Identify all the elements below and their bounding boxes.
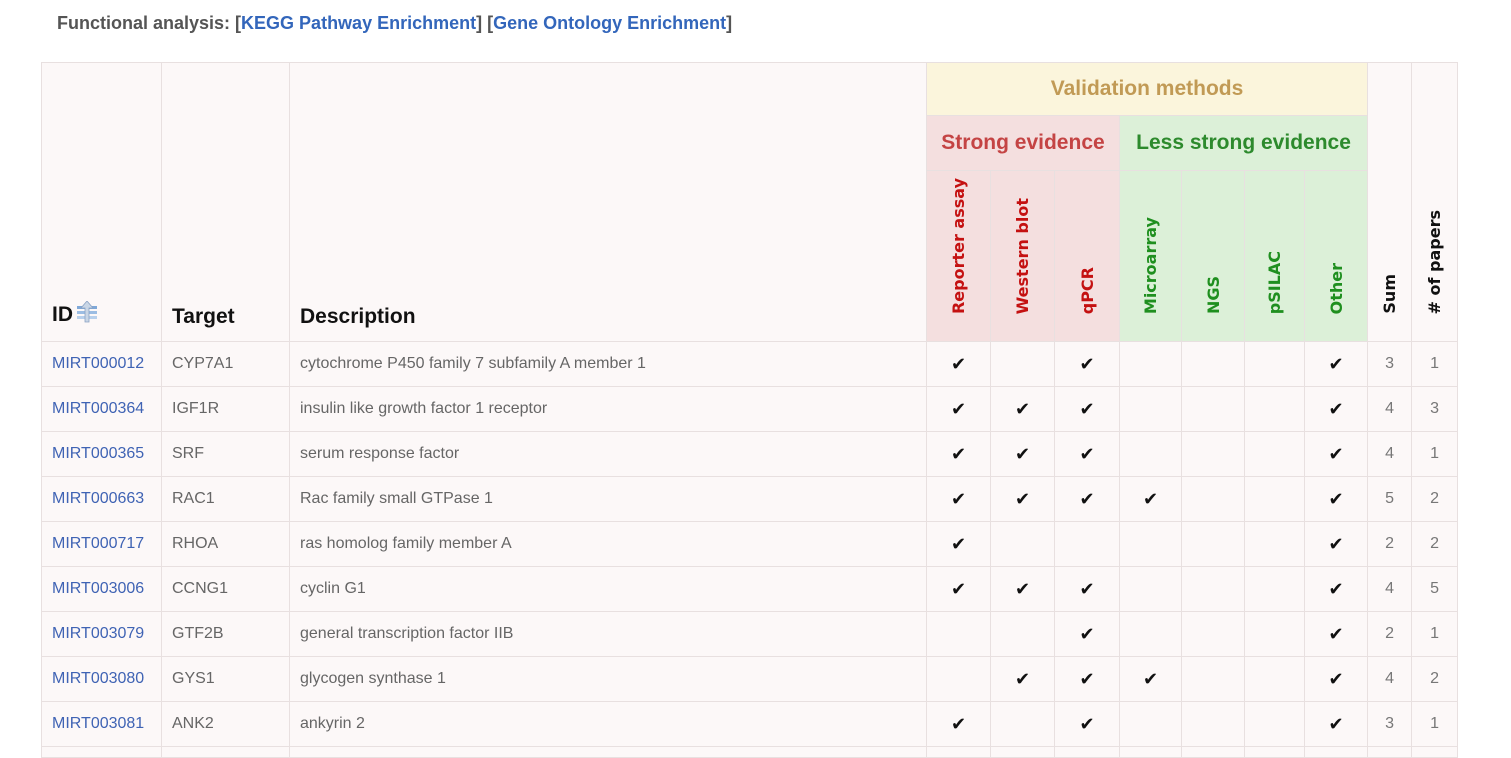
table-row xyxy=(42,567,1458,612)
description-cell: cyclin G1 xyxy=(290,567,927,612)
western-blot-check-icon: ✔ xyxy=(991,432,1055,477)
mirt-id-link[interactable]: MIRT003006 xyxy=(52,580,145,597)
description-cell: cytochrome P450 family 7 subfamily A member 1 xyxy=(290,342,927,387)
papers-cell: 2 xyxy=(1412,657,1458,702)
ngs-check-icon xyxy=(1182,657,1245,702)
microarray-label: Microarray xyxy=(1141,216,1160,314)
papers-cell: 1 xyxy=(1412,702,1458,747)
functional-analysis-bar: Functional analysis: [KEGG Pathway Enrichment] [Gene Ontology Enrichment] xyxy=(57,13,733,33)
description-cell: ankyrin 2 xyxy=(290,702,927,747)
sum-cell: 4 xyxy=(1368,387,1412,432)
description-cell: glycogen synthase 1 xyxy=(290,657,927,702)
target-cell: RAC1 xyxy=(162,477,290,522)
mirt-id-link[interactable]: MIRT003080 xyxy=(52,670,145,687)
microarray-header xyxy=(1120,170,1182,341)
sum-cell: 3 xyxy=(1368,702,1412,747)
other-check-icon: ✔ xyxy=(1305,702,1368,747)
mirt-id-link[interactable]: MIRT000012 xyxy=(52,355,145,372)
western-blot-label: Western blot xyxy=(1013,197,1032,314)
papers-cell: 3 xyxy=(1412,387,1458,432)
qpcr-check-icon: ✔ xyxy=(1055,477,1120,522)
less-strong-evidence-header: Less strong evidence xyxy=(1120,116,1368,170)
other-check-icon: ✔ xyxy=(1305,567,1368,612)
papers-cell: 2 xyxy=(1412,477,1458,522)
mirt-id-link[interactable]: MIRT000365 xyxy=(52,445,145,462)
other-check-icon: ✔ xyxy=(1305,432,1368,477)
western-blot-check-icon: ✔ xyxy=(991,387,1055,432)
psilac-check-icon xyxy=(1245,387,1305,432)
reporter-assay-check-icon: ✔ xyxy=(927,477,991,522)
psilac-label: pSILAC xyxy=(1265,250,1284,314)
western-blot-check-icon: ✔ xyxy=(991,477,1055,522)
ngs-check-icon xyxy=(1182,477,1245,522)
psilac-check-icon xyxy=(1245,432,1305,477)
qpcr-check-icon: ✔ xyxy=(1055,387,1120,432)
ngs-check-icon xyxy=(1182,567,1245,612)
target-cell: GYS1 xyxy=(162,657,290,702)
sum-cell: 3 xyxy=(1368,342,1412,387)
papers-column-header xyxy=(1412,63,1458,342)
sum-header-label: Sum xyxy=(1380,274,1400,314)
reporter-assay-check-icon xyxy=(927,612,991,657)
mirt-id-link[interactable]: MIRT000663 xyxy=(52,490,145,507)
target-column-header: Target xyxy=(162,63,290,342)
id-header-label: ID xyxy=(52,303,73,326)
qpcr-header xyxy=(1055,170,1120,341)
sum-cell: 5 xyxy=(1368,477,1412,522)
table-row-partial xyxy=(42,747,1458,758)
table-row xyxy=(42,702,1458,747)
microarray-check-icon xyxy=(1120,702,1182,747)
microarray-check-icon: ✔ xyxy=(1120,657,1182,702)
ngs-check-icon xyxy=(1182,702,1245,747)
sort-icon[interactable] xyxy=(75,301,99,329)
other-check-icon: ✔ xyxy=(1305,522,1368,567)
western-blot-check-icon: ✔ xyxy=(991,567,1055,612)
qpcr-check-icon: ✔ xyxy=(1055,702,1120,747)
description-cell: general transcription factor IIB xyxy=(290,612,927,657)
microarray-check-icon xyxy=(1120,567,1182,612)
reporter-assay-check-icon: ✔ xyxy=(927,432,991,477)
other-check-icon: ✔ xyxy=(1305,657,1368,702)
microarray-check-icon xyxy=(1120,612,1182,657)
sum-column-header xyxy=(1368,63,1412,342)
qpcr-label: qPCR xyxy=(1077,266,1097,314)
ngs-check-icon xyxy=(1182,432,1245,477)
psilac-check-icon xyxy=(1245,522,1305,567)
other-check-icon: ✔ xyxy=(1305,612,1368,657)
ngs-check-icon xyxy=(1182,387,1245,432)
western-blot-check-icon xyxy=(991,342,1055,387)
psilac-check-icon xyxy=(1245,567,1305,612)
other-header xyxy=(1305,170,1368,341)
reporter-assay-check-icon: ✔ xyxy=(927,702,991,747)
functional-analysis-label: Functional analysis: xyxy=(57,13,231,33)
description-cell: insulin like growth factor 1 receptor xyxy=(290,387,927,432)
table-row xyxy=(42,477,1458,522)
ngs-check-icon xyxy=(1182,342,1245,387)
strong-evidence-header: Strong evidence xyxy=(927,116,1120,170)
psilac-check-icon xyxy=(1245,342,1305,387)
qpcr-check-icon: ✔ xyxy=(1055,342,1120,387)
microarray-check-icon: ✔ xyxy=(1120,477,1182,522)
description-column-header: Description xyxy=(290,63,927,342)
mirt-id-link[interactable]: MIRT000364 xyxy=(52,400,145,417)
mirt-id-link[interactable]: MIRT003079 xyxy=(52,625,145,642)
sum-cell: 4 xyxy=(1368,567,1412,612)
mirt-id-link[interactable]: MIRT000717 xyxy=(52,535,145,552)
microarray-check-icon xyxy=(1120,342,1182,387)
western-blot-check-icon xyxy=(991,612,1055,657)
psilac-check-icon xyxy=(1245,612,1305,657)
papers-header-label: # of papers xyxy=(1425,209,1445,314)
target-cell: IGF1R xyxy=(162,387,290,432)
other-label: Other xyxy=(1326,262,1346,314)
validation-methods-header: Validation methods xyxy=(927,63,1368,116)
other-check-icon: ✔ xyxy=(1305,387,1368,432)
sum-cell: 4 xyxy=(1368,657,1412,702)
table-row xyxy=(42,612,1458,657)
papers-cell: 5 xyxy=(1412,567,1458,612)
id-column-header[interactable] xyxy=(42,63,162,342)
reporter-assay-check-icon: ✔ xyxy=(927,522,991,567)
psilac-check-icon xyxy=(1245,657,1305,702)
papers-cell: 1 xyxy=(1412,612,1458,657)
description-cell: ras homolog family member A xyxy=(290,522,927,567)
target-cell: CYP7A1 xyxy=(162,342,290,387)
reporter-assay-header xyxy=(927,170,991,341)
ngs-check-icon xyxy=(1182,612,1245,657)
qpcr-check-icon: ✔ xyxy=(1055,567,1120,612)
reporter-assay-check-icon xyxy=(927,657,991,702)
ngs-check-icon xyxy=(1182,522,1245,567)
target-cell: GTF2B xyxy=(162,612,290,657)
target-cell: RHOA xyxy=(162,522,290,567)
psilac-header xyxy=(1245,170,1305,341)
microarray-check-icon xyxy=(1120,522,1182,567)
sum-cell: 2 xyxy=(1368,522,1412,567)
target-cell: ANK2 xyxy=(162,702,290,747)
table-row xyxy=(42,387,1458,432)
other-check-icon: ✔ xyxy=(1305,477,1368,522)
ngs-header xyxy=(1182,170,1245,341)
microarray-check-icon xyxy=(1120,387,1182,432)
kegg-enrichment-link[interactable]: KEGG Pathway Enrichment xyxy=(241,13,477,33)
description-cell: serum response factor xyxy=(290,432,927,477)
western-blot-check-icon: ✔ xyxy=(991,657,1055,702)
western-blot-check-icon xyxy=(991,522,1055,567)
mirt-id-link[interactable]: MIRT003081 xyxy=(52,715,145,732)
reporter-assay-check-icon: ✔ xyxy=(927,342,991,387)
table-row xyxy=(42,522,1458,567)
description-cell: Rac family small GTPase 1 xyxy=(290,477,927,522)
table-row xyxy=(42,342,1458,387)
go-enrichment-link[interactable]: Gene Ontology Enrichment xyxy=(493,13,727,33)
reporter-assay-label: Reporter assay xyxy=(949,177,968,314)
target-cell: CCNG1 xyxy=(162,567,290,612)
western-blot-header xyxy=(991,170,1055,341)
target-cell: SRF xyxy=(162,432,290,477)
psilac-check-icon xyxy=(1245,477,1305,522)
papers-cell: 1 xyxy=(1412,432,1458,477)
papers-cell: 1 xyxy=(1412,342,1458,387)
psilac-check-icon xyxy=(1245,702,1305,747)
reporter-assay-check-icon: ✔ xyxy=(927,567,991,612)
mirna-target-table xyxy=(41,62,1458,758)
papers-cell: 2 xyxy=(1412,522,1458,567)
sum-cell: 4 xyxy=(1368,432,1412,477)
ngs-label: NGS xyxy=(1203,275,1223,314)
table-row xyxy=(42,657,1458,702)
reporter-assay-check-icon: ✔ xyxy=(927,387,991,432)
table-row xyxy=(42,432,1458,477)
microarray-check-icon xyxy=(1120,432,1182,477)
western-blot-check-icon xyxy=(991,702,1055,747)
other-check-icon: ✔ xyxy=(1305,342,1368,387)
qpcr-check-icon: ✔ xyxy=(1055,657,1120,702)
qpcr-check-icon xyxy=(1055,522,1120,567)
sum-cell: 2 xyxy=(1368,612,1412,657)
qpcr-check-icon: ✔ xyxy=(1055,612,1120,657)
qpcr-check-icon: ✔ xyxy=(1055,432,1120,477)
